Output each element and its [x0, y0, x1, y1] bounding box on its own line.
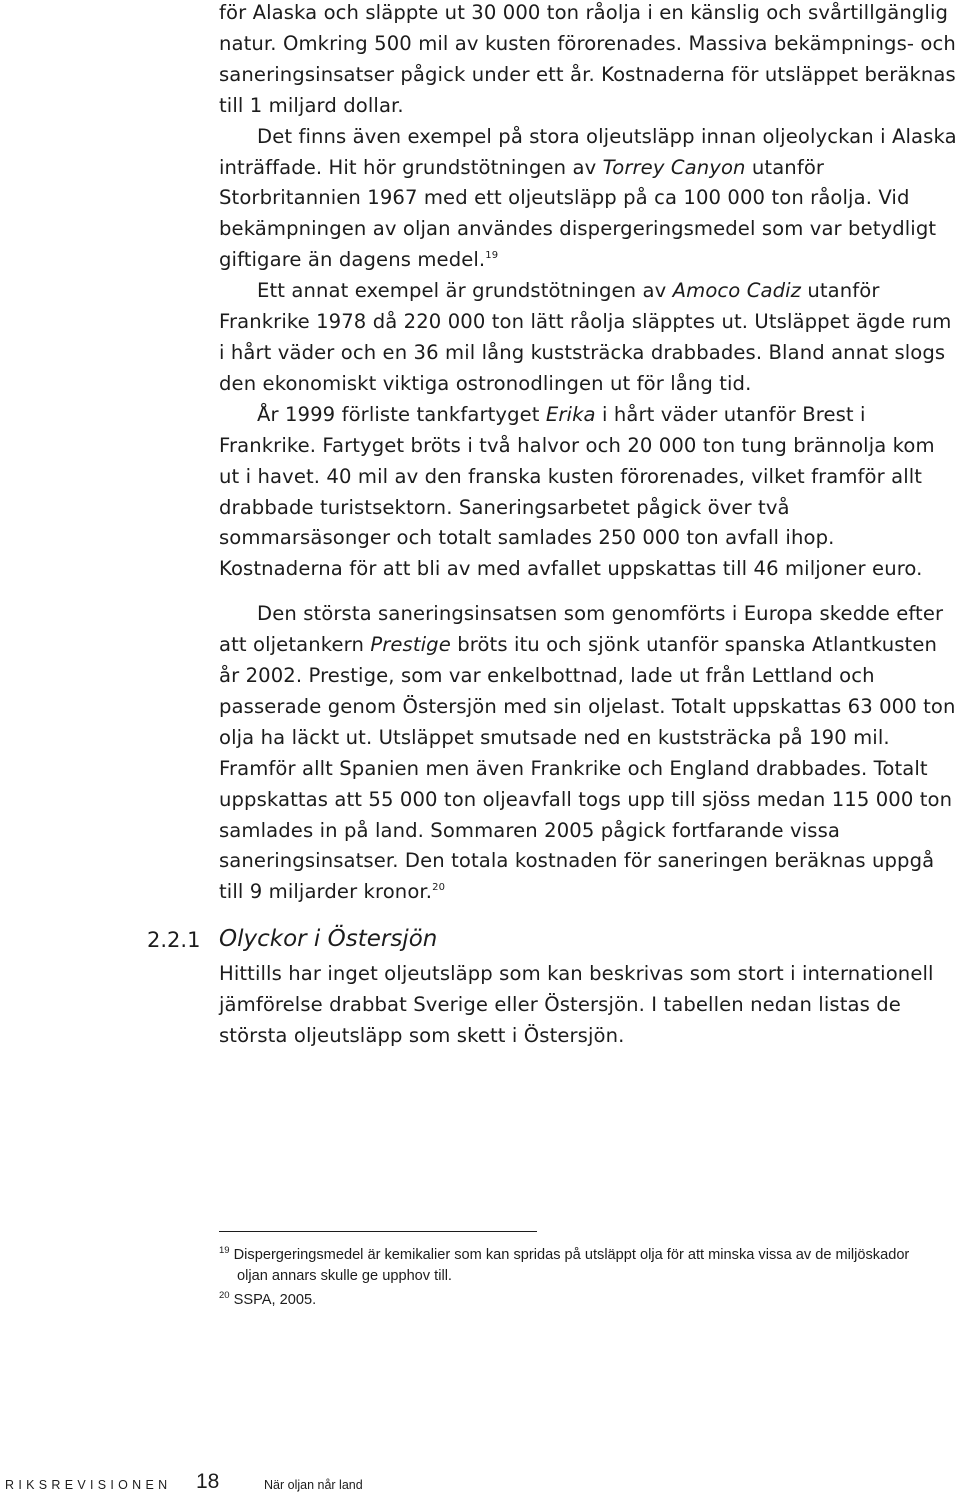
- footer-organization: RIKSREVISIONEN: [5, 1478, 172, 1492]
- paragraph-amoco-cadiz: Ett annat exempel är grundstötningen av Amoco Cadiz utanför Frankrike 1978 då 220 000 ton lätt råolja släpptes ut. Utsläppet ägde rum i hårt väder och en 36 mil lång kuststräcka drabbades. Bland annat slogs den ekonomiskt viktiga ostronodlingen ut för lång tid.: [219, 279, 952, 395]
- section-number: 2.2.1: [147, 928, 201, 952]
- footnote-number-20: 20: [219, 1290, 230, 1301]
- paragraph-torrey-canyon: Det finns även exempel på stora oljeutsläpp innan oljeolyckan i Alaska inträffade. Hit hör grundstötningen av Torrey Canyon utanför Storbritannien 1967 med ett oljeutsläpp på ca 100 000 ton råolja. Vid bekämpningen av oljan användes dispergeringsmedel som var betydligt giftigare än dagens medel.$^{19}$: [219, 124, 957, 272]
- section-body: [219, 959, 959, 1052]
- paragraph-prestige: Den största saneringsinsatsen som genomförts i Europa skedde efter att oljetankern Prestige bröts itu och sjönk utanför spanska Atlantkusten år 2002. Prestige, som var enkelbottnad, lade ut från Lettland och passerade genom Östersjön med sin oljelast. Totalt uppskattas 63 000 ton olja ha läckt ut. Utsläppet smutsade ned en kuststräcka på 190 mil. Framför allt Spanien men även Frankrike och England drabbades. Totalt uppskattas att 55 000 ton oljeavfall togs upp till sjöss medan 115 000 ton samlades in på land. Sommaren 2005 pågick fortfarande vissa saneringsinsatser. Den totala kostnaden för saneringen beräknas uppgå till 9 miljarder kronor.$^{20}$: [219, 602, 956, 904]
- section-title: Olyckor i Östersjön: [219, 926, 438, 952]
- ship-name-torrey-canyon: Torrey Canyon: [602, 155, 746, 179]
- paragraph-alaska: för Alaska och släppte ut 30 000 ton råolja i en känslig och svårtillgänglig natur. Omkring 500 mil av kusten förorenades. Massiva bekämpnings- och saneringsinsatser pågick under ett år. Kostnaderna för utsläppet beräknas till 1 miljard dollar.: [219, 1, 956, 117]
- footnotes: [219, 1245, 939, 1311]
- body-text-top: [219, 0, 959, 908]
- footer-document-title: När oljan når land: [264, 1478, 363, 1492]
- footnote-divider: [219, 1231, 537, 1232]
- footnote-20: $^{20}$ SSPA, 2005.: [219, 1290, 317, 1308]
- footnote-ref-19[interactable]: 19: [485, 250, 499, 262]
- ship-name-amoco-cadiz: Amoco Cadiz: [672, 279, 802, 303]
- page-number: 18: [196, 1470, 220, 1493]
- footnote-19: $^{19}$ Dispergeringsmedel är kemikalier som kan spridas på utsläppt olja för att minska vissa av de miljöskador oljan annars skulle ge upphov till.: [219, 1245, 910, 1284]
- page-footer: [0, 1470, 960, 1495]
- ship-name-erika: Erika: [545, 402, 596, 426]
- ship-name-prestige: Prestige: [370, 633, 451, 657]
- section-paragraph: Hittills har inget oljeutsläpp som kan beskrivas som stort i internationell jämförelse drabbat Sverige eller Östersjön. I tabellen nedan listas de största oljeutsläpp som skett i Östersjön.: [219, 962, 934, 1047]
- footnote-ref-20[interactable]: 20: [432, 882, 446, 894]
- paragraph-erika: År 1999 förliste tankfartyget Erika i hårt väder utanför Brest i Frankrike. Fartyget bröts i två halvor och 20 000 ton tung brännolja kom ut i havet. 40 mil av den franska kusten förorenades, vilket framför allt drabbade turistsektorn. Saneringsarbetet pågick över två sommarsäsonger och totalt samlades 250 000 ton avfall ihop. Kostnaderna för att bli av med avfallet uppskattas till 46 miljoner euro.: [219, 402, 935, 581]
- footnote-number-19: 19: [219, 1245, 230, 1256]
